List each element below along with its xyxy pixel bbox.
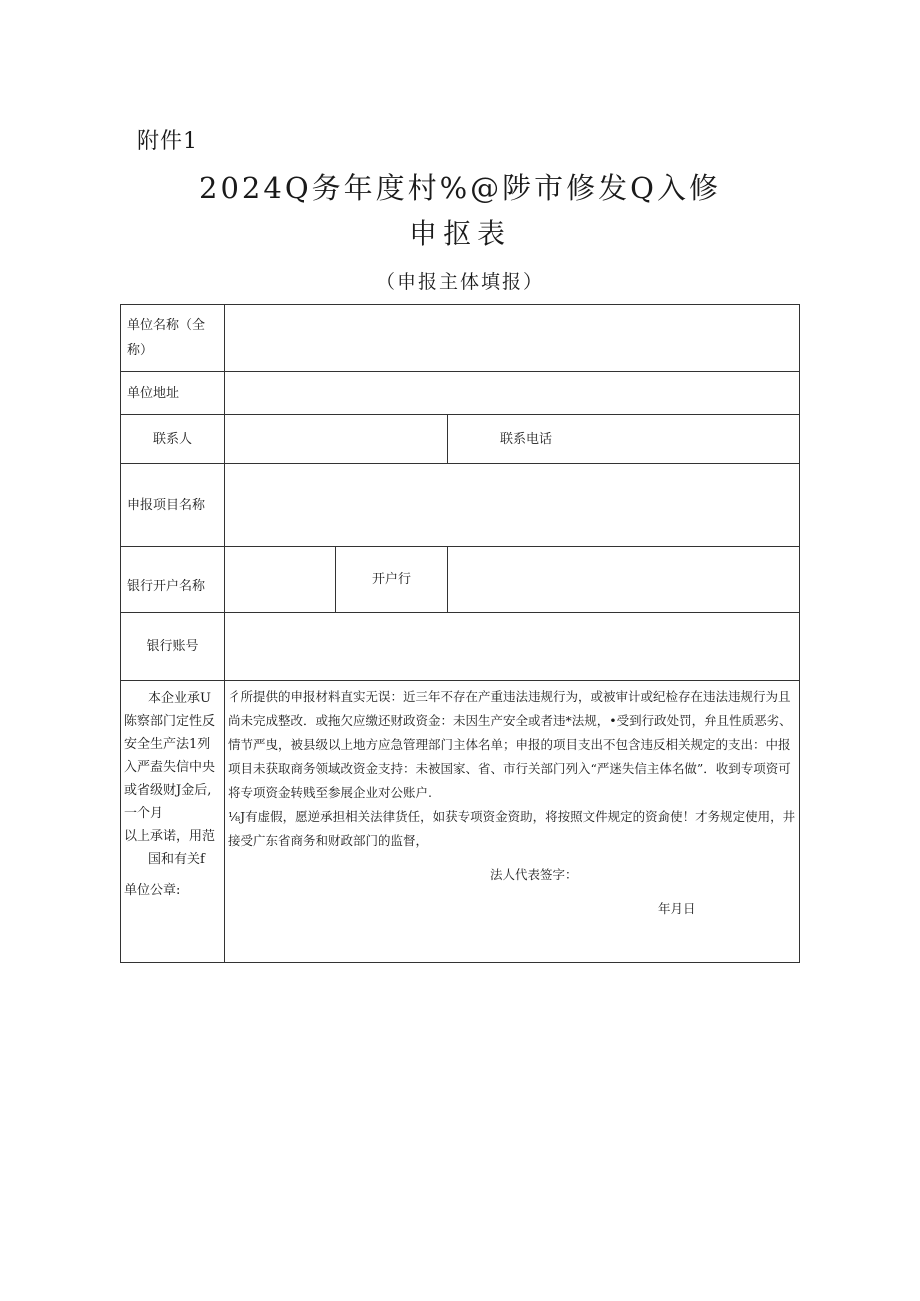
- unit-seal-label: 单位公章:: [124, 883, 181, 898]
- form-title: 2024Q务年度村%@陟市修发Q入修: [199, 171, 721, 205]
- bank-account-no-label: 银行账号: [121, 613, 225, 681]
- declaration-left-line: 本企业承U: [148, 691, 211, 706]
- attachment-label: 附件1: [137, 129, 198, 154]
- legal-representative-signature: 法人代表签字：: [490, 867, 578, 882]
- unit-address-field[interactable]: [225, 372, 800, 415]
- form-title-line2: 申抠表: [408, 217, 511, 250]
- row-unit-address: [121, 372, 800, 415]
- declaration-left-line: 以上承诺，用范: [124, 829, 216, 844]
- bank-account-name-field[interactable]: [225, 547, 336, 613]
- declaration-left-cell: [121, 681, 225, 963]
- row-bank-account-no: [121, 613, 800, 681]
- application-form-table: [120, 304, 800, 963]
- declaration-left-line: 或省级财J金后,: [124, 783, 212, 798]
- declaration-right-cell: [225, 681, 800, 963]
- row-project-name: [121, 464, 800, 547]
- declaration-left-line: 国和有关f: [148, 852, 205, 867]
- declaration-paragraph-1: 彳所提供的申报材料直实无误：近三年不存在产重违法违规行为，或被审计或纪检存在违法违规行为且尚未完成整改．或拖欠应缴还财政资金：未因生产安全或者违*法规，•受到行政处罚，弁且性质恶劣、情节严曳，被县级以上地方应急管理部门主体名单；申报的项目支出不包含违反相关规定的支出：中报项目未获取商务领域改资金支持：未被国家、省、市行关部门列入“严迷失信主体名做”．收到专项资可将专项资金转贱至参展企业对公账户.: [228, 689, 792, 800]
- bank-account-name-label: 银行开户名称: [121, 547, 225, 613]
- row-bank-account-name: [121, 547, 800, 613]
- contact-label: 联系人: [121, 415, 225, 464]
- declaration-left-line: 陈察部门定性反: [124, 714, 216, 729]
- unit-address-label: 单位地址: [121, 372, 225, 415]
- bank-account-no-field[interactable]: [225, 613, 800, 681]
- project-name-label: 申报项目名称: [121, 464, 225, 547]
- declaration-left-line: 安全生产法1列: [124, 737, 211, 752]
- bank-branch-field[interactable]: [448, 547, 800, 613]
- project-name-field[interactable]: [225, 464, 800, 547]
- bank-branch-label: 开户行: [336, 547, 448, 613]
- contact-field[interactable]: [225, 415, 448, 464]
- declaration-paragraph-2: ⅛J有虚假，愿逆承担相关法律货任，如获专项资金资助，将按照文件规定的资侴使！才务规定使用，井接受广东省商务和财政部门的监督，: [228, 809, 796, 848]
- declaration-left-line: 入严盍失信中央: [124, 760, 216, 775]
- row-contact: [121, 415, 800, 464]
- unit-name-field[interactable]: [225, 305, 800, 372]
- row-declaration: [121, 681, 800, 963]
- form-subtitle: （申报主体填报）: [375, 271, 544, 293]
- row-unit-name: [121, 305, 800, 372]
- declaration-left-line: 一个月: [124, 806, 164, 821]
- unit-name-label: 单位名称（全称）: [121, 305, 225, 372]
- declaration-date: 年月日: [658, 901, 696, 916]
- contact-phone-label: 联系电话: [448, 415, 800, 464]
